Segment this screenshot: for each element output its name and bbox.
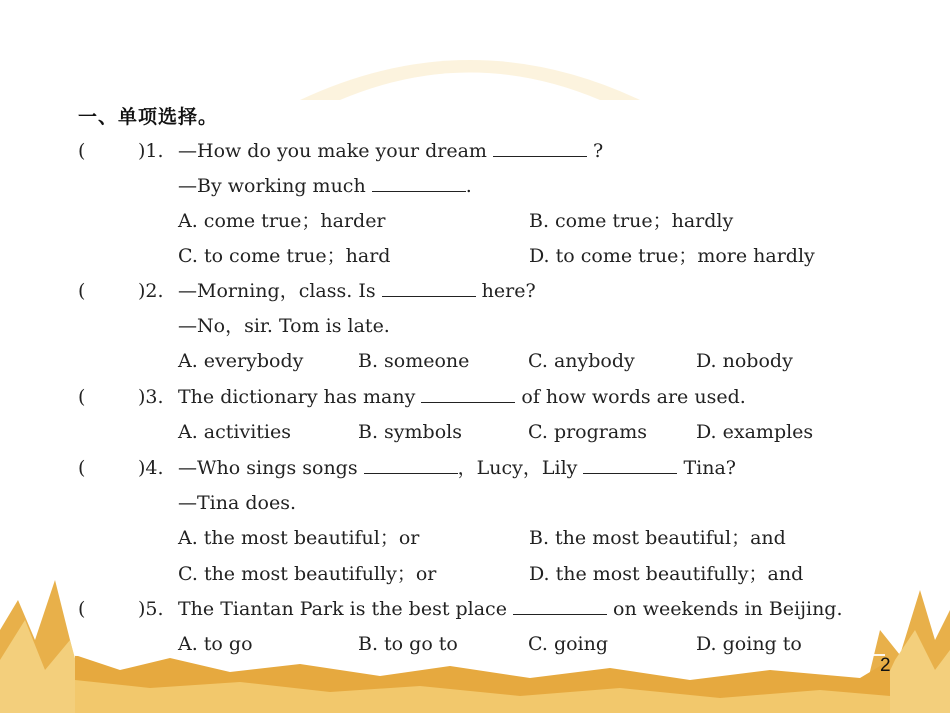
q5-blank <box>513 596 607 615</box>
q5-option-c: C. going <box>528 633 609 655</box>
q4-line2: —Tina does. <box>178 492 296 514</box>
q1-line1-text: —How do you make your dream <box>178 140 487 162</box>
decorative-golden-mountains <box>0 560 950 713</box>
q4-line1-middle: ，Lucy，Lily <box>457 457 578 479</box>
q3-number: )3. <box>138 386 164 408</box>
q4-line1 <box>178 455 736 481</box>
q4-option-c: C. the most beautifully；or <box>178 563 437 585</box>
decorative-top-arc <box>0 0 950 100</box>
q2-option-d: D. nobody <box>696 350 793 372</box>
q4-blank1 <box>364 455 458 474</box>
q1-blank1 <box>493 138 587 157</box>
q4-blank2 <box>583 455 677 474</box>
q4-option-b: B. the most beautiful；and <box>529 527 786 549</box>
q1-line1-end: ? <box>593 140 604 162</box>
q2-line1 <box>178 278 536 304</box>
q5-option-d: D. going to <box>696 633 802 655</box>
q4-line1-end: Tina? <box>683 457 736 479</box>
q3-blank <box>421 384 515 403</box>
q1-blank2 <box>372 173 466 192</box>
q2-number: )2. <box>138 280 164 302</box>
q5-line1 <box>178 596 843 622</box>
q2-line1-end: here? <box>481 280 536 302</box>
q5-line1-end: on weekends in Beijing. <box>613 598 843 620</box>
q3-option-c: C. programs <box>528 421 647 443</box>
q2-option-a: A. everybody <box>178 350 304 372</box>
q3-option-a: A. activities <box>178 421 291 443</box>
q3-paren: ( <box>78 386 86 408</box>
q4-option-d: D. the most beautifully；and <box>529 563 804 585</box>
q3-line1-text: The dictionary has many <box>178 386 416 408</box>
q2-paren: ( <box>78 280 86 302</box>
q5-number: )5. <box>138 598 164 620</box>
q4-number: )4. <box>138 457 164 479</box>
q1-paren: ( <box>78 140 86 162</box>
q2-line1-text: —Morning，class. Is <box>178 280 376 302</box>
q1-option-c: C. to come true；hard <box>178 245 391 267</box>
q2-line2: —No，sir. Tom is late. <box>178 315 390 337</box>
q1-line2-end: . <box>465 175 472 197</box>
q5-paren: ( <box>78 598 86 620</box>
q5-line1-text: The Tiantan Park is the best place <box>178 598 507 620</box>
q3-option-d: D. examples <box>696 421 814 443</box>
q5-option-a: A. to go <box>178 633 253 655</box>
q3-line1 <box>178 384 746 410</box>
page-number: 2 <box>880 655 891 676</box>
q1-line2 <box>178 173 472 199</box>
q4-paren: ( <box>78 457 86 479</box>
section-title: 一、单项选择。 <box>78 106 219 128</box>
q1-option-b: B. come true；hardly <box>529 210 734 232</box>
q1-line1 <box>178 138 603 164</box>
q1-option-d: D. to come true；more hardly <box>529 245 815 267</box>
q4-line1-text: —Who sings songs <box>178 457 358 479</box>
q2-option-b: B. someone <box>358 350 470 372</box>
q4-option-a: A. the most beautiful；or <box>178 527 420 549</box>
q2-blank <box>382 278 476 297</box>
q3-line1-end: of how words are used. <box>521 386 746 408</box>
q2-option-c: C. anybody <box>528 350 635 372</box>
q1-option-a: A. come true；harder <box>178 210 386 232</box>
q1-number: )1. <box>138 140 164 162</box>
q1-line2-text: —By working much <box>178 175 366 197</box>
q5-option-b: B. to go to <box>358 633 458 655</box>
q3-option-b: B. symbols <box>358 421 462 443</box>
